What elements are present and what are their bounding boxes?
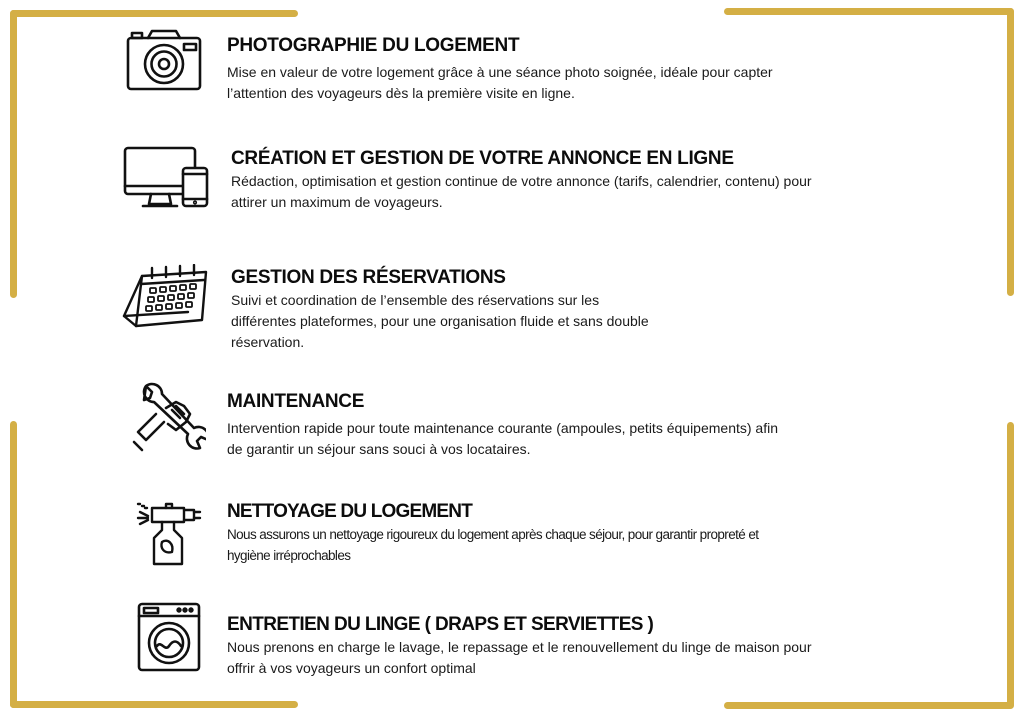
description-line: offrir à vos voyageurs un confort optimal [227, 660, 476, 676]
service-description [227, 62, 827, 104]
spray-bottle-icon [136, 498, 204, 568]
description-line: Intervention rapide pour toute maintenance courante (ampoules, petits équipements) afin [227, 420, 779, 436]
service-description [231, 290, 701, 353]
service-title: MAINTENANCE [227, 391, 365, 412]
description-line: Suivi et coordination de l’ensemble des réservations sur les [231, 292, 600, 308]
frame-top-right-bar [724, 8, 1014, 15]
service-title: GESTION DES RÉSERVATIONS [231, 267, 506, 288]
service-nettoyage [227, 500, 847, 566]
frame-top-left-bar [10, 10, 298, 17]
wrench-hand-icon [132, 380, 206, 454]
service-description [227, 524, 847, 566]
service-description [227, 418, 827, 460]
frame-right-lower-bar [1007, 422, 1014, 708]
service-photographie [227, 34, 827, 104]
service-description [231, 171, 843, 213]
frame-bottom-right-bar [724, 702, 1014, 709]
description-line: hygiène irréprochables [227, 548, 351, 563]
description-line: Nous prenons en charge le lavage, le repassage et le renouvellement du linge de maison pour [227, 639, 812, 655]
description-line: réservation. [231, 334, 305, 350]
description-line: Rédaction, optimisation et gestion continue de votre annonce (tarifs, calendrier, contenu) pour [231, 173, 812, 189]
description-line: l’attention des voyageurs dès la première visite en ligne. [227, 85, 575, 101]
description-line: de garantir un séjour sans souci à vos locataires. [227, 441, 531, 457]
frame-left-upper-bar [10, 10, 17, 298]
description-line: Mise en valeur de votre logement grâce à une séance photo soignée, idéale pour capter [227, 64, 773, 80]
service-title: CRÉATION ET GESTION DE VOTRE ANNONCE EN LIGNE [231, 148, 734, 169]
frame-left-lower-bar [10, 421, 17, 708]
service-maintenance [227, 390, 827, 460]
service-title: NETTOYAGE DU LOGEMENT [227, 501, 473, 522]
camera-icon [126, 28, 202, 92]
washing-machine-icon [137, 602, 201, 672]
description-line: différentes plateformes, pour une organisation fluide et sans double [231, 313, 649, 329]
computer-and-phone-icon [123, 146, 211, 210]
service-title: PHOTOGRAPHIE DU LOGEMENT [227, 35, 520, 56]
frame-bottom-left-bar [10, 701, 298, 708]
calendar-icon [122, 264, 210, 334]
description-line: Nous assurons un nettoyage rigoureux du logement après chaque séjour, pour garantir propreté et [227, 527, 759, 542]
service-linge [227, 613, 847, 679]
service-title: ENTRETIEN DU LINGE ( DRAPS ET SERVIETTES ) [227, 614, 654, 635]
service-reservations [231, 266, 701, 353]
description-line: attirer un maximum de voyageurs. [231, 194, 443, 210]
frame-right-upper-bar [1007, 8, 1014, 296]
service-annonce [231, 147, 843, 213]
service-description [227, 637, 847, 679]
